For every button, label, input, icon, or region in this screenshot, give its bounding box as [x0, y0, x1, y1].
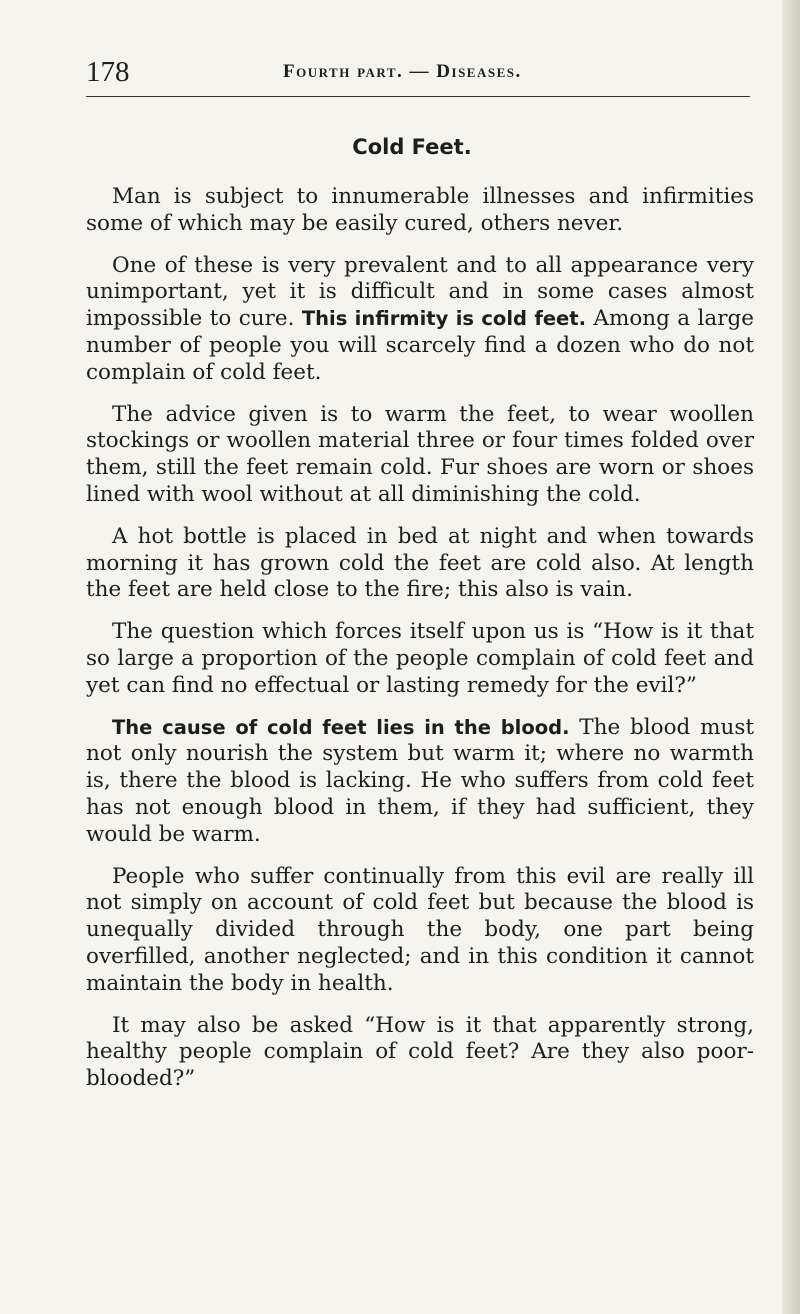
paragraph	[86, 1013, 754, 1093]
paragraph	[86, 184, 754, 238]
paragraph-text: It may also be asked “How is it that apparently strong, healthy people complain of cold feet? Are they also poor-blooded?”	[86, 1012, 754, 1092]
paragraph-text: The blood must not only nourish the system but warm it; where no warmth is, there the blood is lacking. He who suffers from cold feet has not enough blood in them, if they had sufficient, they would be warm.	[86, 714, 754, 847]
header-rule	[86, 96, 750, 97]
page-number: 178	[86, 56, 130, 88]
paragraph	[86, 715, 754, 849]
emphasis-text: The cause of cold feet lies in the blood.	[112, 715, 570, 739]
paragraph	[86, 253, 754, 387]
paragraph-text: Among a large number of people you will scarcely find a dozen who do not complain of cold feet.	[86, 306, 755, 385]
paragraph-text: Man is subject to innumerable illnesses and infirmities some of which may be easily cured, others never.	[86, 184, 754, 236]
running-title: Fourth part. — Diseases.	[283, 61, 522, 82]
paragraph	[86, 619, 754, 699]
emphasis-text: This infirmity is cold feet.	[301, 307, 587, 331]
body-text	[86, 184, 754, 1108]
paragraph	[86, 524, 754, 604]
paragraph-text: One of these is very prevalent and to all appearance very unimportant, yet it is difficult and in some cases almost impossible to cure.	[86, 252, 754, 332]
paragraph	[86, 864, 754, 998]
paragraph-text: The question which forces itself upon us is “How is it that so large a proportion of the people complain of cold feet and yet can find no effectual or lasting remedy for the evil?”	[86, 619, 754, 698]
page-edge	[782, 0, 800, 1314]
section-title: Cold Feet.	[352, 135, 472, 159]
running-head	[86, 52, 752, 92]
paragraph-text: People who suffer continually from this evil are really ill not simply on account of cold feet but because the blood is unequally divided through the body, one part being overfilled, another neglected; and in this condition it cannot maintain the body in health.	[86, 863, 754, 996]
paragraph	[86, 402, 754, 509]
paragraph-text: The advice given is to warm the feet, to wear woollen stockings or woollen material three or four times folded over them, still the feet remain cold. Fur shoes are worn or shoes lined with wool without at all diminishing the cold.	[86, 401, 754, 507]
paragraph-text: A hot bottle is placed in bed at night and when towards morning it has grown cold the feet are cold also. At length the feet are held close to the fire; this also is vain.	[86, 523, 754, 603]
